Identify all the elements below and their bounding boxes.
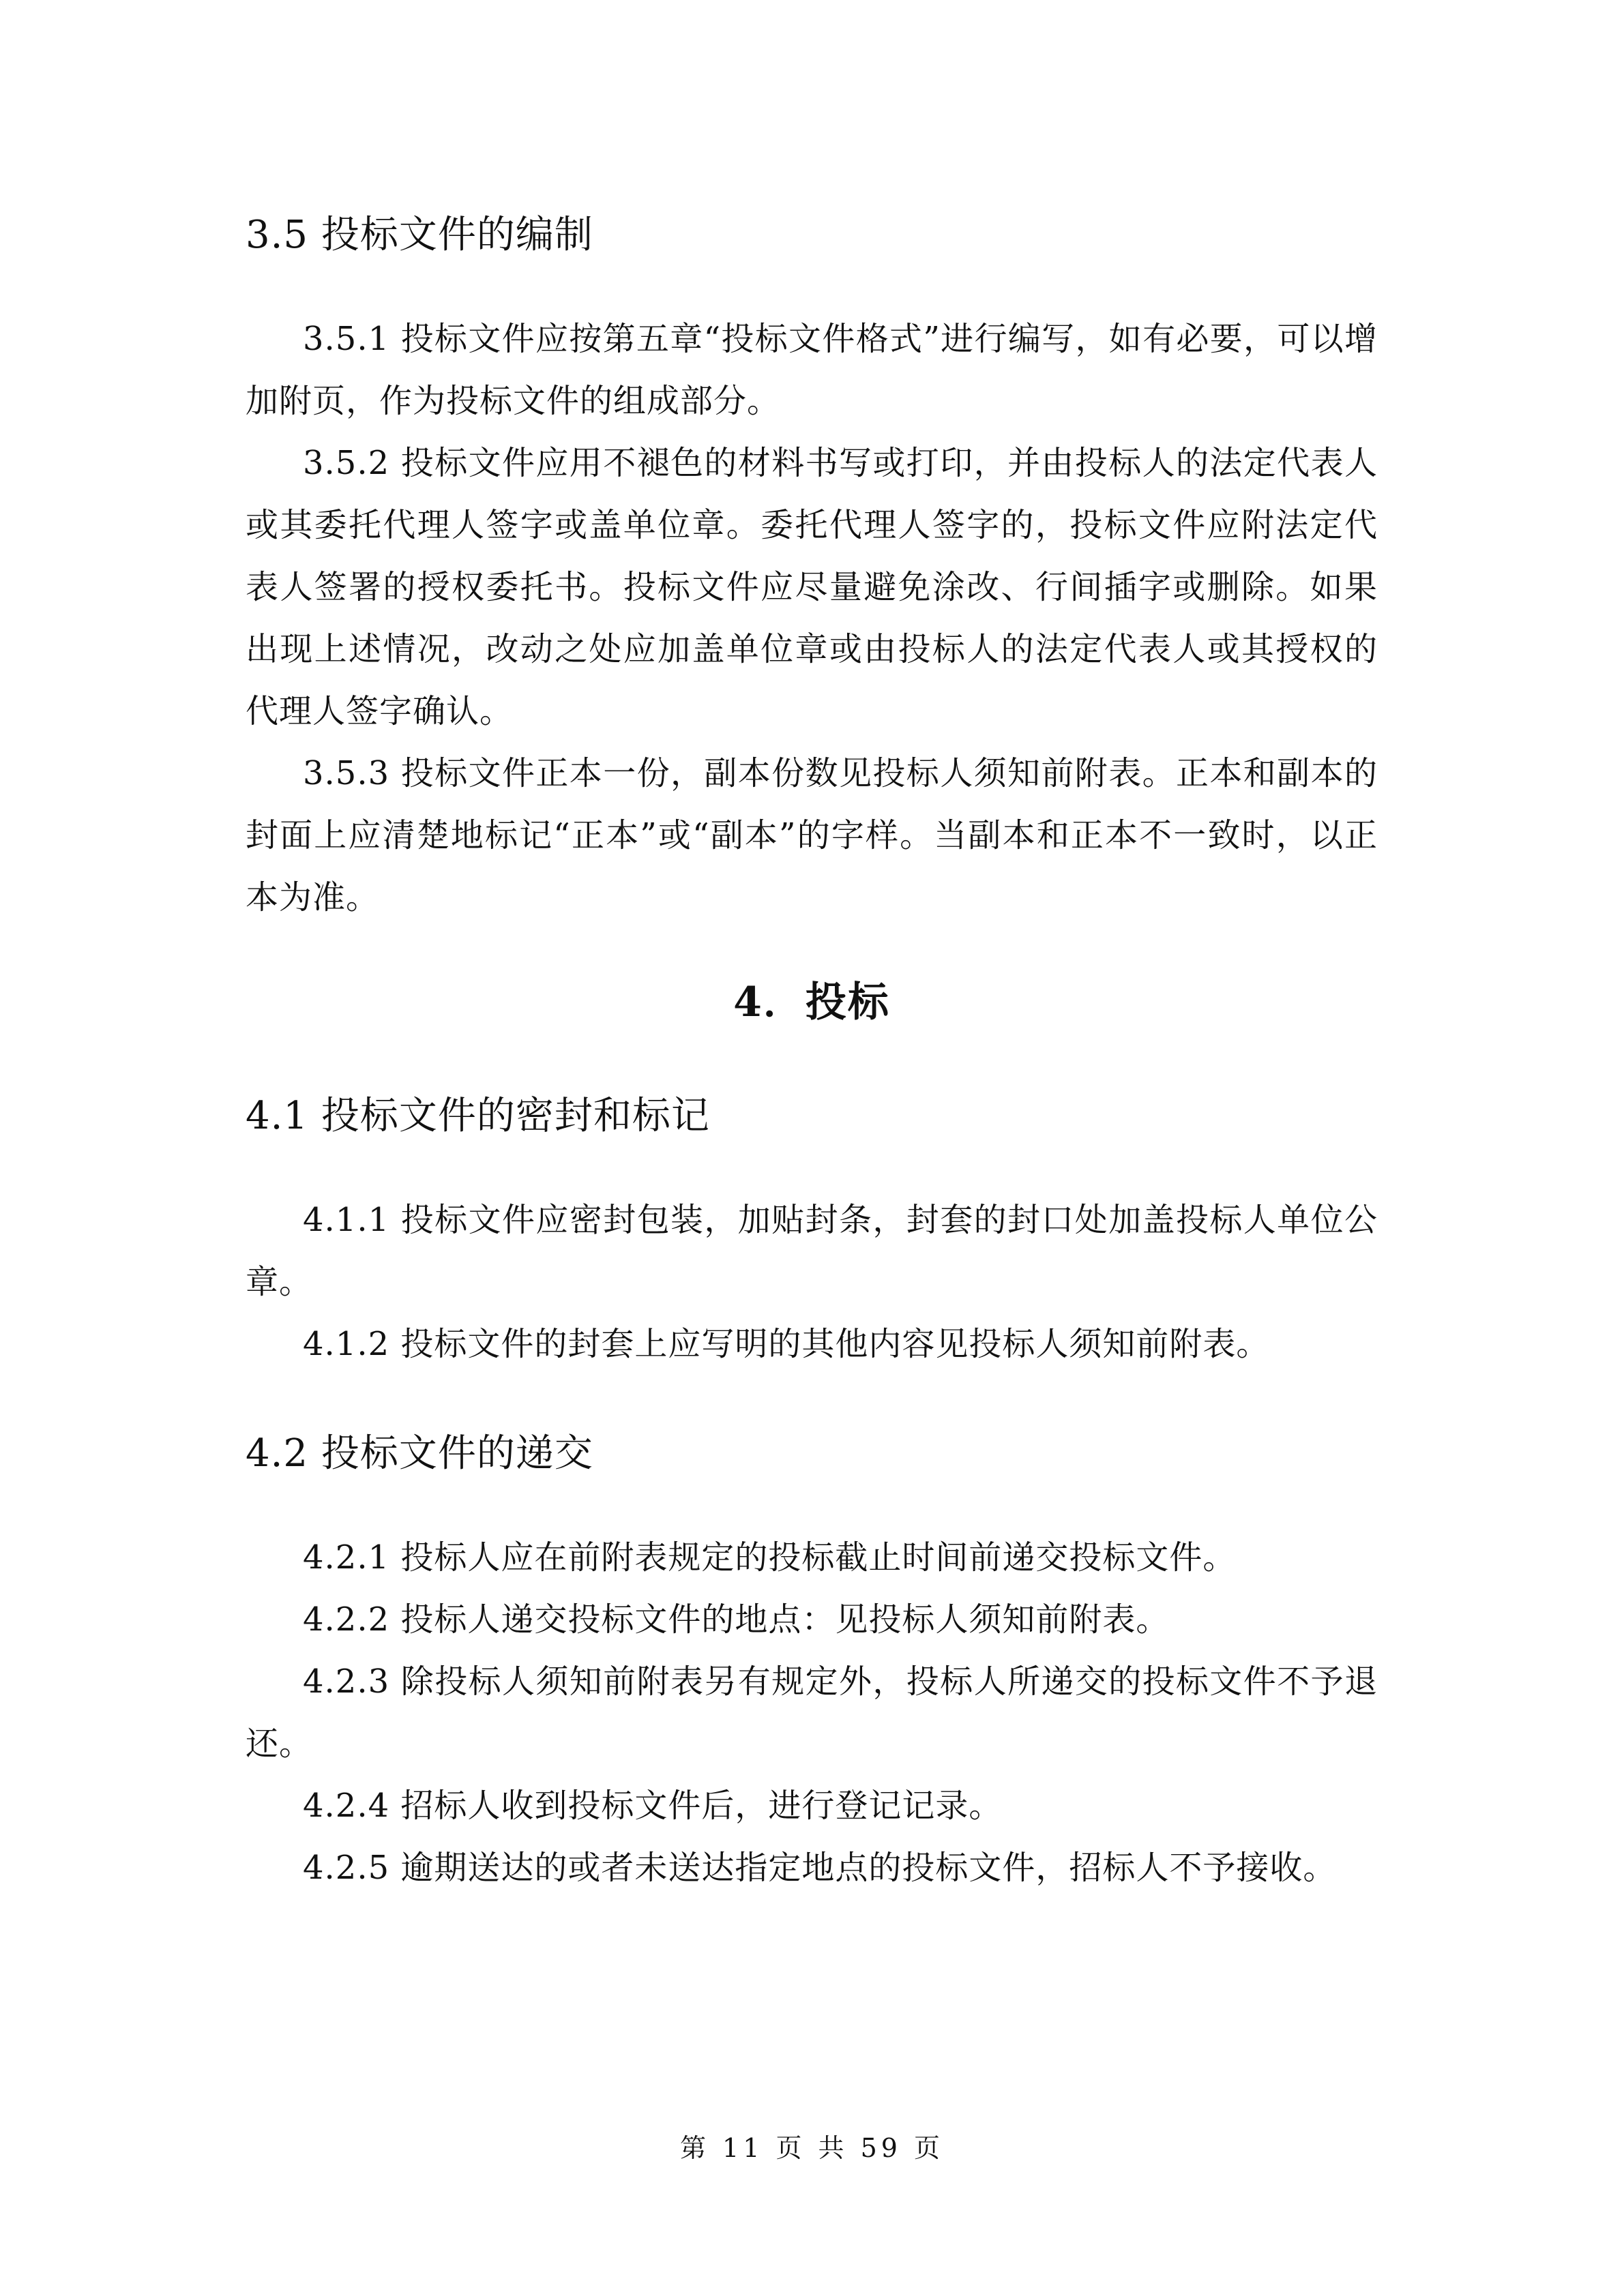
paragraph-4-2-2: 4.2.2 投标人递交投标文件的地点：见投标人须知前附表。 xyxy=(303,1600,1170,1639)
section-heading-4-2: 4.2 投标文件的递交 xyxy=(246,1431,593,1476)
section-heading-3-5: 3.5 投标文件的编制 xyxy=(246,213,593,257)
paragraph-4-2-5: 4.2.5 逾期送达的或者未送达指定地点的投标文件，招标人不予接收。 xyxy=(303,1849,1337,1887)
paragraph-3-5-3: 3.5.3 投标文件正本一份，副本份数见投标人须知前附表。正本和副本的封面上应清楚地标记“正本”或“副本”的字样。当副本和正本不一致时，以正本为准。 xyxy=(246,754,1378,916)
paragraph-4-1-1: 4.1.1 投标文件应密封包装，加贴封条，封套的封口处加盖投标人单位公章。 xyxy=(246,1201,1378,1301)
page-content xyxy=(246,205,1378,1899)
chapter-title-4: 4．投标 xyxy=(733,979,890,1026)
page-number-footer: 第 11 页 共 59 页 xyxy=(679,2133,945,2163)
paragraph-4-2-1: 4.2.1 投标人应在前附表规定的投标截止时间前递交投标文件。 xyxy=(303,1538,1237,1577)
paragraph-3-5-2: 3.5.2 投标文件应用不褪色的材料书写或打印，并由投标人的法定代表人或其委托代理人签字或盖单位章。委托代理人签字的，投标文件应附法定代表人签署的授权委托书。投标文件应尽量避免涂改、行间插字或删除。如果出现上述情况，改动之处应加盖单位章或由投标人的法定代表人或其授权的代理人签字确认。 xyxy=(246,444,1378,730)
paragraph-4-2-3: 4.2.3 除投标人须知前附表另有规定外，投标人所递交的投标文件不予退还。 xyxy=(246,1663,1378,1763)
paragraph-4-2-4: 4.2.4 招标人收到投标文件后，进行登记记录。 xyxy=(303,1787,1003,1825)
section-heading-4-1: 4.1 投标文件的密封和标记 xyxy=(246,1094,710,1138)
paragraph-3-5-1: 3.5.1 投标文件应按第五章“投标文件格式”进行编写，如有必要，可以增加附页，作为投标文件的组成部分。 xyxy=(246,320,1378,420)
paragraph-4-1-2: 4.1.2 投标文件的封套上应写明的其他内容见投标人须知前附表。 xyxy=(303,1325,1270,1363)
